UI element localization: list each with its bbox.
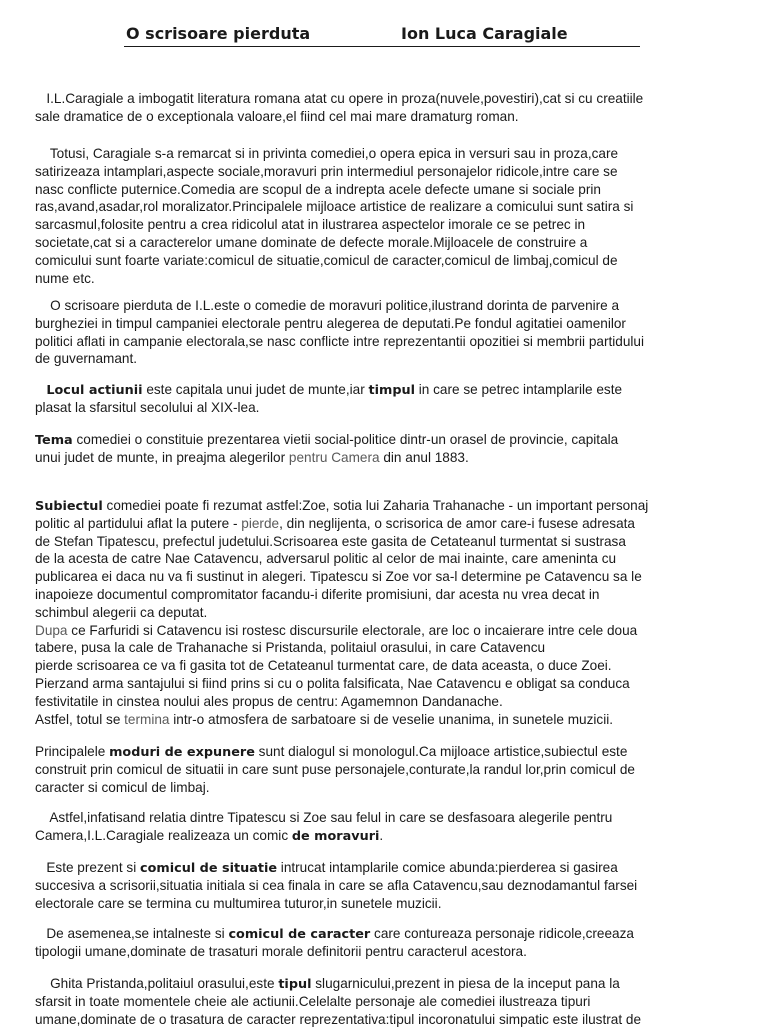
paragraph [35, 381, 737, 417]
text-run: publicarea ei daca nu va fi sustinut in alegeri. Tipatescu si Zoe vor sa-l determine pe Catavencu sa le [35, 569, 642, 585]
title-work: O scrisoare pierduta [126, 24, 311, 43]
text-run: , din neglijenta, o scrisorica de amor care-i fusese adresata [279, 515, 635, 531]
text-line [35, 925, 737, 943]
text-run: nasc conflicte puternice.Comedia are scopul de a indrepta acele defecte umane si sociale prin [35, 181, 601, 197]
text-run: plasat la sfarsitul secolului al XIX-lea. [35, 399, 260, 415]
paragraph [35, 497, 737, 728]
text-run: construit prin comicul de situatii in care sunt puse personajele,conturate,la randul lor,prin comicul de [35, 761, 635, 777]
text-run: Este prezent si [35, 860, 141, 875]
text-run: termina [124, 711, 170, 727]
paragraph [35, 145, 737, 287]
text-line [35, 399, 737, 417]
text-line [35, 604, 737, 622]
text-line [35, 108, 737, 126]
text-run: Principalele [35, 744, 110, 759]
text-line [35, 216, 737, 234]
bold-term: moduri de expunere [109, 745, 255, 760]
text-run: comediei poate fi rezumat astfel:Zoe, sotia lui Zaharia Trahanache - un important personaj [102, 498, 649, 513]
text-line [35, 381, 737, 399]
text-run: burgheziei in timpul campaniei electorale pentru alegerea de deputati.Pe fondul agitatiei oamenilor [35, 315, 626, 331]
bold-term: Subiectul [35, 499, 103, 514]
document-title [124, 24, 640, 47]
paragraph [35, 743, 737, 796]
text-line [35, 993, 737, 1011]
text-run: unui judet de munte, in preajma alegerilor [35, 449, 289, 465]
text-run: sfarsit in toate momentele cheie ale actiunii.Celelalte personaje ale comediei ilustreaza tipuri [35, 993, 591, 1009]
text-line [35, 877, 737, 895]
text-run: Ghita Pristanda,politaiul orasului,este [35, 976, 279, 991]
text-run: O scrisoare pierduta de I.L.este o comedie de moravuri politice,ilustrand dorinta de parvenire a [35, 298, 620, 313]
text-line [35, 515, 737, 533]
text-run: care contureaza personaje ridicole,creeaza [370, 926, 634, 941]
text-line [35, 639, 737, 657]
text-line [35, 809, 737, 827]
text-run: umane,dominate de o trasatura de caracter reprezentativa:tipul incoronatului simpatic este ilustrat de [35, 1011, 642, 1027]
bold-term: Locul actiunii [46, 383, 143, 398]
text-run: De asemenea,se intalneste si [35, 926, 229, 941]
text-line [35, 198, 737, 216]
text-run: ce Farfuridi si Catavencu isi rostesc discursurile electorale, are loc o incaierare intre cele doua [67, 622, 638, 638]
bold-term: comicul de caracter [228, 927, 371, 942]
paragraph [35, 297, 737, 368]
text-run: pierde scrisoarea ce va fi gasita tot de Cetateanul turmentat care, de data aceasta, o duce Zoei. [35, 658, 612, 674]
text-run: Camera,I.L.Caragiale realizeaza un comic [35, 827, 292, 843]
text-run: politici aflati in campanie electorala,se nasc conflicte intre reprezentantii opozitiei si membrii partidului [35, 333, 644, 349]
text-run: este capitala unui judet de munte,iar [142, 382, 369, 397]
text-line [35, 533, 737, 551]
text-run: schimbul alegerii ca deputat. [35, 604, 208, 620]
text-line [35, 693, 737, 711]
text-line [35, 350, 737, 368]
text-run: din anul 1883. [379, 449, 469, 465]
text-run: slugarnicului,prezent in piesa de la inceput pana la [311, 976, 620, 991]
text-line [35, 568, 737, 586]
text-line [35, 449, 737, 467]
paragraph [35, 90, 737, 126]
text-run: Astfel,infatisand relatia dintre Tipatescu si Zoe sau felul in care se desfasoara alegerile pentru [35, 810, 613, 825]
text-line [35, 975, 737, 993]
text-run: sale dramatice de o exceptionala valoare,el fiind cel mai mare dramaturg roman. [35, 108, 519, 124]
text-run: satirizeaza intamplari,aspecte sociale,moravuri prin intermediul personajelor ridicole,intre care se [35, 163, 618, 179]
text-line [35, 497, 737, 515]
text-run: ras,avand,asadar,rol moralizator.Principalele mijloace artistice de realizare a comicului sunt satira si [35, 199, 634, 215]
text-line [35, 943, 737, 961]
text-line [35, 743, 737, 761]
text-run: succesiva a scrisorii,situatia initiala si cea finala in care se afla Catavencu,sau deznodamantul farsei [35, 877, 638, 893]
title-author: Ion Luca Caragiale [401, 24, 568, 43]
text-line [35, 315, 737, 333]
text-run: nume etc. [35, 270, 95, 286]
text-line [35, 252, 737, 270]
text-run: Astfel, totul se [35, 711, 125, 727]
text-run: . [379, 827, 384, 843]
text-line [35, 550, 737, 568]
paragraph [35, 809, 737, 845]
text-run: pentru Camera [288, 449, 380, 465]
text-line [35, 431, 737, 449]
paragraph [35, 975, 737, 1028]
text-run: I.L.Caragiale a imbogatit literatura romana atat cu opere in proza(nuvele,povestiri),cat si cu creatiile [35, 91, 644, 106]
text-line [35, 657, 737, 675]
text-run: comicului sunt foarte variate:comicul de situatie,comicul de caracter,comicul de limbaj,comicul de [35, 252, 618, 268]
paragraph [35, 431, 737, 467]
text-run: de la acesta de catre Nae Catavencu, adversarul politic al celor de mai inainte, care ameninta cu [35, 551, 617, 567]
text-run: societate,cat si a caracterelor umane dominate de defecte morale.Mijloacele de construire a [35, 234, 588, 250]
text-line [35, 181, 737, 199]
bold-term: tipul [278, 977, 312, 992]
text-run: de Stefan Tipatescu, prefectul judetului.Scrisoarea este gasita de Cetateanul turmentat si sustrasa [35, 533, 626, 549]
text-line [35, 163, 737, 181]
text-run: tabere, pusa la cale de Trahanache si Pristanda, politaiul orasului, in care Catavencu [35, 640, 546, 656]
text-run: sunt dialogul si monologul.Ca mijloace artistice,subiectul este [254, 744, 628, 759]
text-line [35, 827, 737, 845]
text-run: politic al partidului aflat la putere - [35, 515, 242, 531]
text-line [35, 145, 737, 163]
text-run: pierde [241, 515, 280, 531]
text-line [35, 622, 737, 640]
bold-term: comicul de situatie [140, 861, 278, 876]
text-line [35, 895, 737, 913]
text-run: intr-o atmosfera de sarbatoare si de veselie unanima, in sunetele muzicii. [169, 711, 614, 727]
text-line [35, 1011, 737, 1028]
paragraph [35, 859, 737, 912]
bold-term: de moravuri [291, 828, 380, 844]
text-run: comediei o constituie prezentarea vietii social-politice dintr-un orasel de provincie, capitala [72, 432, 619, 447]
text-line [35, 234, 737, 252]
text-run: Pierzand arma santajului si fiind prins si cu o polita falsificata, Nae Catavencu e obligat sa conduca [35, 675, 630, 691]
text-run: de guvernamant. [35, 351, 138, 367]
text-run: intrucat intamplarile comice abunda:pierderea si gasirea [277, 860, 618, 875]
bold-term: Tema [35, 433, 73, 448]
text-run: Dupa [35, 622, 68, 638]
text-run: inapoieze documentul compromitator facandu-i diferite promisiuni, dar acesta nu vrea decat in [35, 586, 600, 602]
text-run: sarcasmul,folosite pentru a crea ridicolul atat in ilustrarea aspectelor imorale ce se petrec in [35, 217, 586, 233]
text-line [35, 333, 737, 351]
text-run: tipologii umane,dominate de trasaturi morale definitorii pentru caracterul acestora. [35, 943, 527, 959]
text-run: electorale care se termina cu multumirea tuturor,in sunetele muzicii. [35, 895, 442, 911]
text-line [35, 711, 737, 729]
text-line [35, 859, 737, 877]
text-run: festivitatile in cinstea noului ales propus de centru: Agamemnon Dandanache. [35, 693, 503, 709]
text-run: caracter si comicul de limbaj. [35, 779, 210, 795]
text-run: in care se petrec intamplarile este [415, 382, 623, 397]
paragraph [35, 925, 737, 961]
text-run: Totusi, Caragiale s-a remarcat si in privinta comediei,o opera epica in versuri sau in proza,care [35, 146, 619, 161]
text-line [35, 297, 737, 315]
text-line [35, 761, 737, 779]
text-line [35, 675, 737, 693]
bold-term: timpul [368, 383, 415, 398]
text-line [35, 90, 737, 108]
text-line [35, 270, 737, 288]
text-line [35, 586, 737, 604]
text-line [35, 779, 737, 797]
text-run [35, 382, 46, 397]
